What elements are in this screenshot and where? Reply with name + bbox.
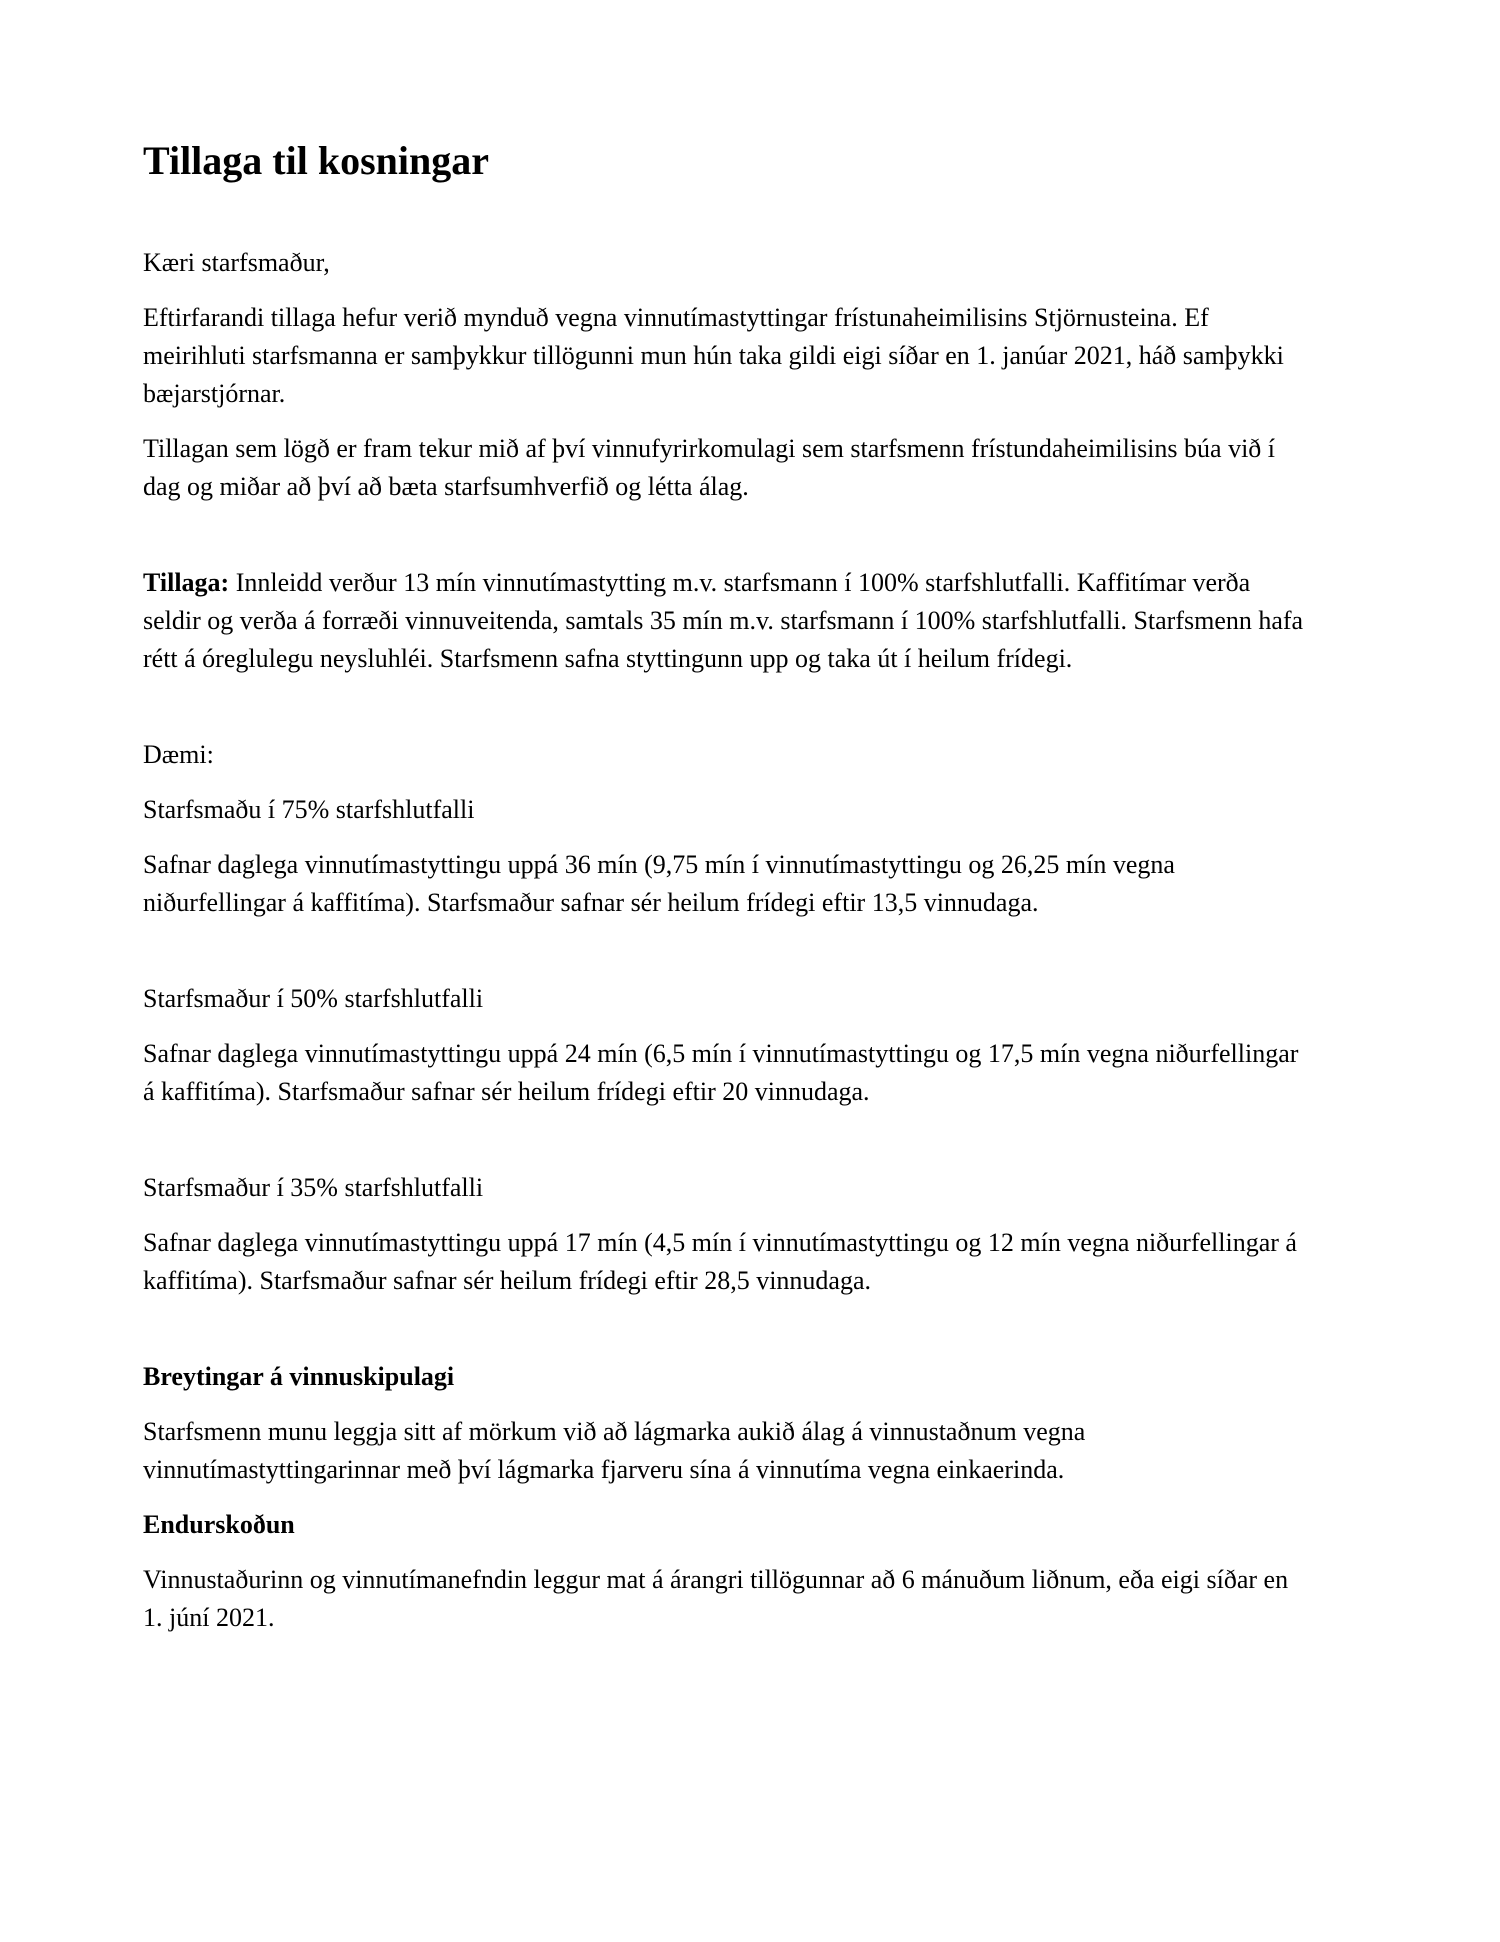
example-35-body: Safnar daglega vinnutímastyttingu uppá 17 mín (4,5 mín í vinnutímastyttingu og 12 mín vegna niðurfellingar á kaffitíma). Starfsmaður safnar sér heilum frídegi eftir 28,5 vinnudaga. [143,1228,1297,1295]
example-75-heading: Starfsmaðu í 75% starfshlutfalli [143,795,475,824]
section-body-review: Vinnustaðurinn og vinnutímanefndin leggur mat á árangri tillögunnar að 6 mánuðum liðnum, eða eigi síðar en 1. júní 2021. [143,1565,1289,1632]
example-50-heading: Starfsmaður í 50% starfshlutfalli [143,984,484,1013]
intro-paragraph: Eftirfarandi tillaga hefur verið mynduð vegna vinnutímastyttingar frístunaheimilisins Stjörnusteina. Ef meirihluti starfsmanna er samþykkur tillögunni mun hún taka gildi eigi síðar en 1. janúar 2021, háð samþykki bæjarstjórnar. [143,303,1284,408]
proposal-text: Innleidd verður 13 mín vinnutímastytting m.v. starfsmann í 100% starfshlutfalli. Kaffitímar verða seldir og verða á forræði vinnuveitenda, samtals 35 mín m.v. starfsmann í 100% starfshlutfalli. Starfsmenn hafa rétt á óreglulegu neysluhléi. Starfsmenn safna styttingunn upp og taka út í heilum frídegi. [143,568,1304,673]
proposal-lead: Tillaga: [143,568,230,597]
section-heading-work-organization: Breytingar á vinnuskipulagi [143,1362,455,1391]
example-75-body: Safnar daglega vinnutímastyttingu uppá 36 mín (9,75 mín í vinnutímastyttingu og 26,25 mín vegna niðurfellingar á kaffitíma). Starfsmaður safnar sér heilum frídegi eftir 13,5 vinnudaga. [143,850,1175,917]
greeting-line: Kæri starfsmaður, [143,248,330,277]
document-content [143,136,1308,1637]
proposal-paragraph [143,564,1308,678]
document-title: Tillaga til kosningar [143,138,490,183]
examples-label: Dæmi: [143,740,214,769]
section-heading-review: Endurskoðun [143,1510,295,1539]
section-body-work-organization: Starfsmenn munu leggja sitt af mörkum við að lágmarka aukið álag á vinnustaðnum vegna vinnutímastyttingarinnar með því lágmarka fjarveru sína á vinnutíma vegna einkaerinda. [143,1417,1086,1484]
context-paragraph: Tillagan sem lögð er fram tekur mið af því vinnufyrirkomulagi sem starfsmenn frístundaheimilisins búa við í dag og miðar að því að bæta starfsumhverfið og létta álag. [143,434,1276,501]
example-50-body: Safnar daglega vinnutímastyttingu uppá 24 mín (6,5 mín í vinnutímastyttingu og 17,5 mín vegna niðurfellingar á kaffitíma). Starfsmaður safnar sér heilum frídegi eftir 20 vinnudaga. [143,1039,1299,1106]
example-35-heading: Starfsmaður í 35% starfshlutfalli [143,1173,484,1202]
